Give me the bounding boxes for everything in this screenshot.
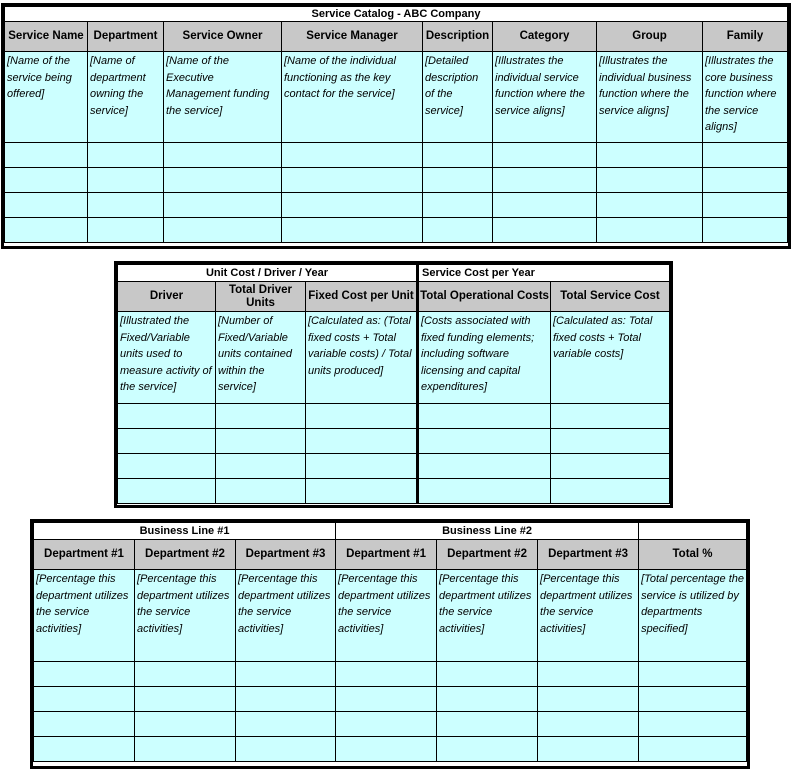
cell[interactable] bbox=[418, 429, 551, 454]
cell[interactable] bbox=[551, 404, 670, 429]
cell[interactable] bbox=[493, 168, 597, 193]
cell[interactable] bbox=[538, 662, 639, 687]
desc-service-manager[interactable]: [Name of the individual functioning as the key contact for the service] bbox=[282, 52, 423, 143]
desc-bl2-department-3[interactable]: [Percentage this department utilizes the service activities] bbox=[538, 570, 639, 662]
cell[interactable] bbox=[34, 737, 135, 762]
header-total-operational-costs: Total Operational Costs bbox=[418, 282, 551, 312]
desc-family[interactable]: [Illustrates the core business function where the service aligns] bbox=[703, 52, 788, 143]
cell[interactable] bbox=[423, 193, 493, 218]
cost-table bbox=[114, 261, 673, 508]
cell[interactable] bbox=[639, 737, 747, 762]
cell[interactable] bbox=[164, 143, 282, 168]
cell[interactable] bbox=[236, 687, 336, 712]
header-bl2-department-3: Department #3 bbox=[538, 540, 639, 570]
cell[interactable] bbox=[216, 404, 306, 429]
cell[interactable] bbox=[597, 168, 703, 193]
table-row bbox=[34, 737, 747, 762]
cell[interactable] bbox=[423, 218, 493, 243]
cell[interactable] bbox=[703, 143, 788, 168]
cell[interactable] bbox=[703, 218, 788, 243]
cell[interactable] bbox=[437, 737, 538, 762]
cell[interactable] bbox=[493, 193, 597, 218]
table-row bbox=[5, 143, 788, 168]
cell[interactable] bbox=[306, 479, 418, 504]
cell[interactable] bbox=[306, 429, 418, 454]
business-line-table bbox=[30, 519, 750, 769]
cell[interactable] bbox=[216, 429, 306, 454]
header-total-service-cost: Total Service Cost bbox=[551, 282, 670, 312]
business-line-2-label: Business Line #2 bbox=[336, 523, 639, 540]
desc-bl2-department-1[interactable]: [Percentage this department utilizes the service activities] bbox=[336, 570, 437, 662]
table-row bbox=[118, 454, 670, 479]
header-total-percent: Total % bbox=[639, 540, 747, 570]
header-description: Description bbox=[423, 22, 493, 52]
business-line-1-label: Business Line #1 bbox=[34, 523, 336, 540]
desc-department[interactable]: [Name of department owning the service] bbox=[88, 52, 164, 143]
cell[interactable] bbox=[5, 218, 88, 243]
table-row bbox=[5, 218, 788, 243]
cell[interactable] bbox=[5, 168, 88, 193]
desc-service-owner[interactable]: [Name of the Executive Management funding the service] bbox=[164, 52, 282, 143]
cell[interactable] bbox=[216, 479, 306, 504]
cell[interactable] bbox=[135, 712, 236, 737]
cell[interactable] bbox=[118, 404, 216, 429]
cell[interactable] bbox=[423, 143, 493, 168]
header-service-owner: Service Owner bbox=[164, 22, 282, 52]
cell[interactable] bbox=[551, 479, 670, 504]
cell[interactable] bbox=[135, 737, 236, 762]
cell[interactable] bbox=[282, 218, 423, 243]
cell[interactable] bbox=[34, 712, 135, 737]
header-fixed-cost-per-unit: Fixed Cost per Unit bbox=[306, 282, 418, 312]
header-department: Department bbox=[88, 22, 164, 52]
table-row bbox=[5, 168, 788, 193]
header-group: Group bbox=[597, 22, 703, 52]
cell[interactable] bbox=[5, 143, 88, 168]
cell[interactable] bbox=[34, 662, 135, 687]
header-driver: Driver bbox=[118, 282, 216, 312]
cell[interactable] bbox=[164, 218, 282, 243]
service-cost-group-label: Service Cost per Year bbox=[418, 265, 670, 282]
cell[interactable] bbox=[306, 404, 418, 429]
cell[interactable] bbox=[493, 143, 597, 168]
desc-service-name[interactable]: [Name of the service being offered] bbox=[5, 52, 88, 143]
cell[interactable] bbox=[437, 687, 538, 712]
header-total-driver-units: Total Driver Units bbox=[216, 282, 306, 312]
cell[interactable] bbox=[118, 454, 216, 479]
table-row bbox=[34, 712, 747, 737]
cell[interactable] bbox=[538, 712, 639, 737]
cell[interactable] bbox=[437, 662, 538, 687]
cell[interactable] bbox=[639, 712, 747, 737]
cell[interactable] bbox=[597, 143, 703, 168]
desc-total-service-cost[interactable]: [Calculated as: Total fixed costs + Total variable costs] bbox=[551, 312, 670, 404]
desc-bl2-department-2[interactable]: [Percentage this department utilizes the service activities] bbox=[437, 570, 538, 662]
cell[interactable] bbox=[236, 662, 336, 687]
table-row bbox=[34, 662, 747, 687]
cell[interactable] bbox=[423, 168, 493, 193]
desc-driver[interactable]: [Illustrated the Fixed/Variable units used to measure activity of the service] bbox=[118, 312, 216, 404]
cell[interactable] bbox=[597, 218, 703, 243]
table-row bbox=[34, 687, 747, 712]
cell[interactable] bbox=[703, 168, 788, 193]
header-bl2-department-2: Department #2 bbox=[437, 540, 538, 570]
cell[interactable] bbox=[639, 687, 747, 712]
cell[interactable] bbox=[336, 662, 437, 687]
cell[interactable] bbox=[538, 687, 639, 712]
cell[interactable] bbox=[135, 687, 236, 712]
unit-cost-group-label: Unit Cost / Driver / Year bbox=[118, 265, 418, 282]
cell[interactable] bbox=[236, 737, 336, 762]
header-service-manager: Service Manager bbox=[282, 22, 423, 52]
desc-bl1-department-1[interactable]: [Percentage this department utilizes the service activities] bbox=[34, 570, 135, 662]
cell[interactable] bbox=[88, 143, 164, 168]
desc-bl1-department-3[interactable]: [Percentage this department utilizes the service activities] bbox=[236, 570, 336, 662]
table-row bbox=[5, 193, 788, 218]
cell[interactable] bbox=[336, 687, 437, 712]
cell[interactable] bbox=[639, 662, 747, 687]
cell[interactable] bbox=[88, 168, 164, 193]
cell[interactable] bbox=[282, 168, 423, 193]
cell[interactable] bbox=[118, 479, 216, 504]
cell[interactable] bbox=[88, 193, 164, 218]
cell[interactable] bbox=[282, 193, 423, 218]
cell[interactable] bbox=[437, 712, 538, 737]
table-row bbox=[118, 404, 670, 429]
cell[interactable] bbox=[306, 454, 418, 479]
cell[interactable] bbox=[88, 218, 164, 243]
header-service-name: Service Name bbox=[5, 22, 88, 52]
header-bl2-department-1: Department #1 bbox=[336, 540, 437, 570]
table-row bbox=[118, 479, 670, 504]
table-row bbox=[118, 429, 670, 454]
desc-total-percent[interactable]: [Total percentage the service is utilized by departments specified] bbox=[639, 570, 747, 662]
cell[interactable] bbox=[118, 429, 216, 454]
cell[interactable] bbox=[551, 429, 670, 454]
catalog-title: Service Catalog - ABC Company bbox=[5, 7, 788, 22]
cell[interactable] bbox=[493, 218, 597, 243]
header-bl1-department-1: Department #1 bbox=[34, 540, 135, 570]
cell[interactable] bbox=[164, 193, 282, 218]
cell[interactable] bbox=[236, 712, 336, 737]
cell[interactable] bbox=[164, 168, 282, 193]
desc-description[interactable]: [Detailed description of the service] bbox=[423, 52, 493, 143]
cell[interactable] bbox=[551, 454, 670, 479]
desc-fixed-cost-per-unit[interactable]: [Calculated as: (Total fixed costs + Total variable costs) / Total units produced] bbox=[306, 312, 418, 404]
cell[interactable] bbox=[418, 404, 551, 429]
cell[interactable] bbox=[282, 143, 423, 168]
cell[interactable] bbox=[216, 454, 306, 479]
cell[interactable] bbox=[703, 193, 788, 218]
total-group-spacer bbox=[639, 523, 747, 540]
desc-total-driver-units[interactable]: [Number of Fixed/Variable units contained within the service] bbox=[216, 312, 306, 404]
desc-bl1-department-2[interactable]: [Percentage this department utilizes the service activities] bbox=[135, 570, 236, 662]
cell[interactable] bbox=[597, 193, 703, 218]
desc-group[interactable]: [Illustrates the individual business function where the service aligns] bbox=[597, 52, 703, 143]
cell[interactable] bbox=[336, 712, 437, 737]
desc-total-operational-costs[interactable]: [Costs associated with fixed funding elements; including software licensing and capital expenditures] bbox=[418, 312, 551, 404]
cell[interactable] bbox=[5, 193, 88, 218]
cell[interactable] bbox=[418, 479, 551, 504]
header-bl1-department-3: Department #3 bbox=[236, 540, 336, 570]
header-bl1-department-2: Department #2 bbox=[135, 540, 236, 570]
cell[interactable] bbox=[336, 737, 437, 762]
desc-category[interactable]: [Illustrates the individual service function where the service aligns] bbox=[493, 52, 597, 143]
cell[interactable] bbox=[538, 737, 639, 762]
cell[interactable] bbox=[418, 454, 551, 479]
header-category: Category bbox=[493, 22, 597, 52]
cell[interactable] bbox=[34, 687, 135, 712]
header-family: Family bbox=[703, 22, 788, 52]
cell[interactable] bbox=[135, 662, 236, 687]
service-catalog-table bbox=[1, 3, 791, 249]
